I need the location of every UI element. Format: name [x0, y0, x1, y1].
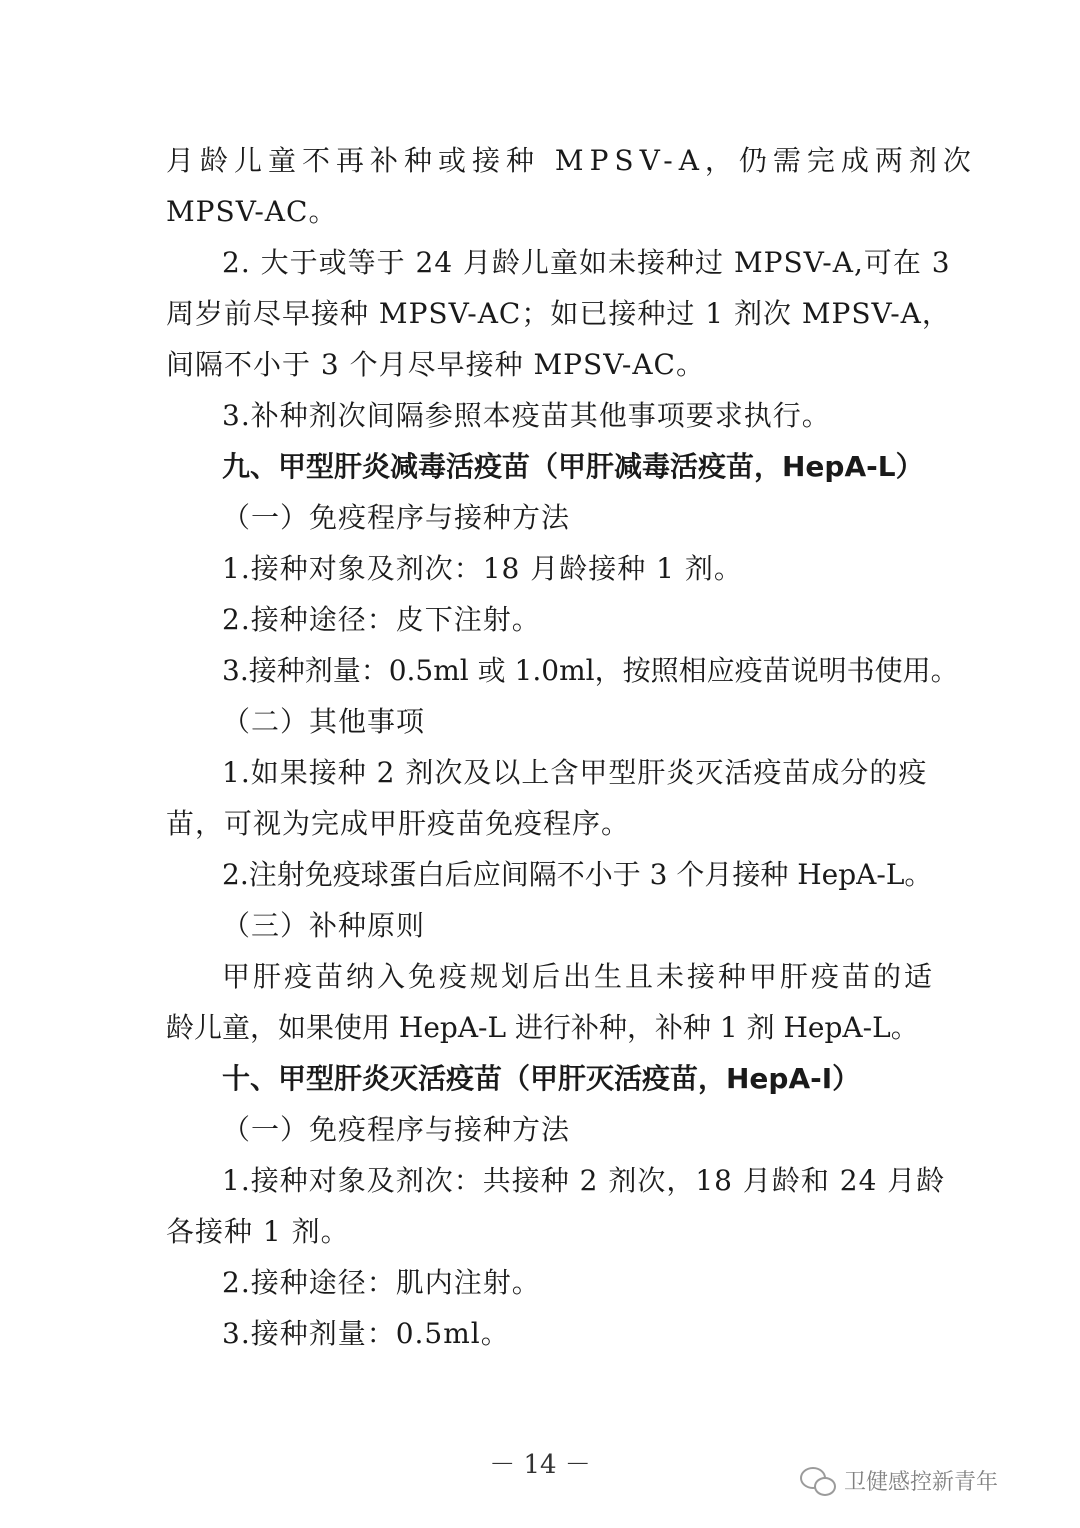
document-page: [166, 135, 977, 1359]
paragraph: 2.接种途径：肌内注射。: [222, 1266, 541, 1299]
paragraph-line: 2. 大于或等于 24 月龄儿童如未接种过 MPSV-A,可在 3: [222, 246, 951, 279]
paragraph: 2.注射免疫球蛋白后应间隔不小于 3 个月接种 HepA-L。: [222, 858, 933, 891]
section-heading-9: 九、甲型肝炎减毒活疫苗（甲肝减毒活疫苗，HepA-L）: [222, 450, 924, 483]
paragraph: 1.接种对象及剂次：18 月龄接种 1 剂。: [222, 552, 743, 585]
wechat-icon: [800, 1465, 836, 1495]
paragraph-line: 周岁前尽早接种 MPSV-AC；如已接种过 1 剂次 MPSV-A，: [166, 297, 951, 330]
paragraph: 3.接种剂量：0.5ml 或 1.0ml，按照相应疫苗说明书使用。: [222, 654, 959, 687]
paragraph-line: 各接种 1 剂。: [166, 1215, 350, 1248]
subsection-heading: （一）免疫程序与接种方法: [222, 501, 571, 534]
paragraph-line: 1.如果接种 2 剂次及以上含甲型肝炎灭活疫苗成分的疫: [222, 756, 928, 789]
subsection-heading: （一）免疫程序与接种方法: [222, 1113, 571, 1146]
watermark-text: 卫健感控新青年: [844, 1469, 999, 1495]
section-heading-10: 十、甲型肝炎灭活疫苗（甲肝灭活疫苗，HepA-I）: [222, 1062, 861, 1095]
paragraph-line: 月龄儿童不再补种或接种 MPSV-A，仍需完成两剂次: [166, 144, 977, 177]
paragraph: 3.补种剂次间隔参照本疫苗其他事项要求执行。: [222, 399, 831, 432]
paragraph-line: 龄儿童，如果使用 HepA-L 进行补种，补种 1 剂 HepA-L。: [166, 1011, 919, 1044]
paragraph-line: 间隔不小于 3 个月尽早接种 MPSV-AC。: [166, 348, 705, 381]
subsection-heading: （三）补种原则: [222, 909, 426, 942]
paragraph-line: MPSV-AC。: [166, 195, 338, 228]
paragraph: 3.接种剂量：0.5ml。: [222, 1317, 510, 1350]
subsection-heading: （二）其他事项: [222, 705, 426, 738]
paragraph-line: 1.接种对象及剂次：共接种 2 剂次，18 月龄和 24 月龄: [222, 1164, 946, 1197]
watermark: [800, 1455, 1060, 1505]
paragraph-line: 甲肝疫苗纳入免疫规划后出生且未接种甲肝疫苗的适: [222, 960, 936, 993]
page-number: － 14 －: [489, 1450, 591, 1480]
paragraph-line: 苗，可视为完成甲肝疫苗免疫程序。: [166, 807, 631, 840]
paragraph: 2.接种途径：皮下注射。: [222, 603, 541, 636]
